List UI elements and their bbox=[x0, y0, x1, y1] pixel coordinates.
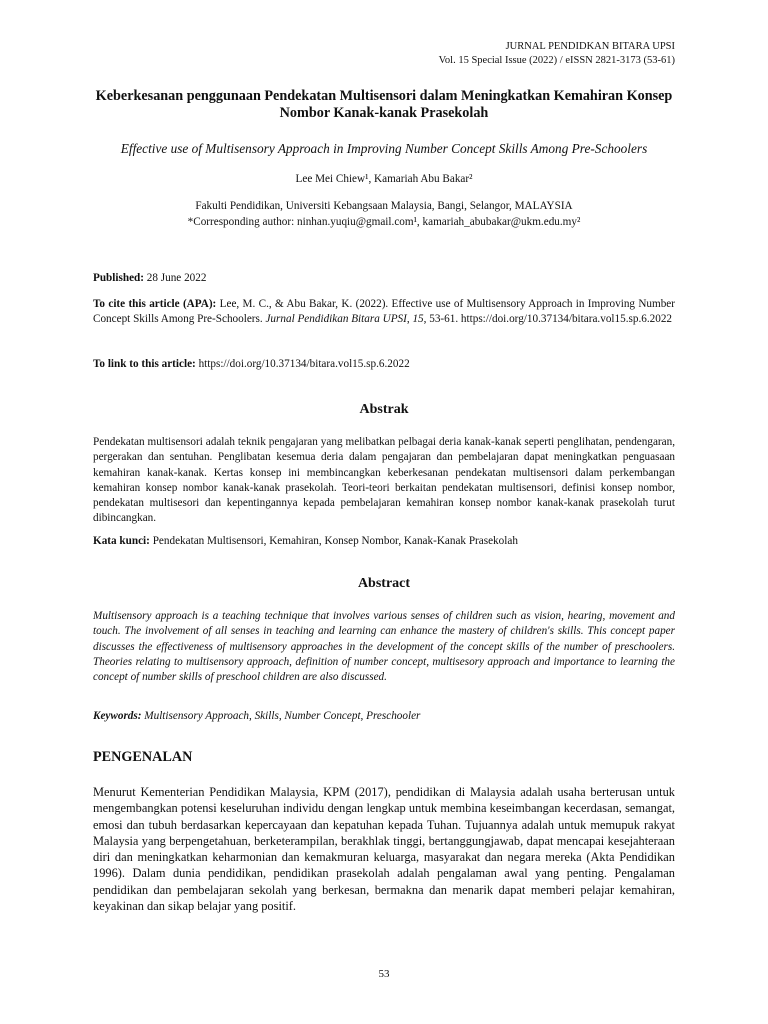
published-label: Published: bbox=[93, 272, 144, 284]
pengenalan-heading: PENGENALAN bbox=[93, 749, 193, 765]
affiliation: Fakulti Pendidikan, Universiti Kebangsaan Malaysia, Bangi, Selangor, MALAYSIA bbox=[195, 200, 573, 212]
abstract-text: Multisensory approach is a teaching technique that involves various senses of children such as vision, hearing, movement and touch. The involvement of all senses in teaching and learning can enhance the mastery of children's skills. This concept paper discusses the effectiveness of multisensory approaches in the development of the concept skills of the number of preschoolers. Theories relating to multisensory approach, definition of number concept, multisesory approach and importance to learning the concept of number skills of preschool children are also discussed. bbox=[93, 610, 675, 684]
citation bbox=[93, 297, 675, 328]
link-label: To link to this article: bbox=[93, 358, 196, 370]
corresponding-author: *Corresponding author: ninhan.yuqiu@gmail.com¹, kamariah_abubakar@ukm.edu.my² bbox=[187, 216, 581, 228]
published-date: 28 June 2022 bbox=[146, 272, 207, 284]
pengenalan-text: Menurut Kementerian Pendidikan Malaysia, KPM (2017), pendidikan di Malaysia adalah usaha berterusan untuk mengembangkan potensi keseluruhan individu dengan lengkap untuk membina keseimbangan kecerdasan, semangat, emosi dan tubuh berdasarkan kepercayaan dan kepatuhan kepada Tuhan. Tujuannya adalah untuk memupuk rakyat Malaysia yang berpengetahuan, berketerampilan, berakhlak tinggi, bertanggungjawab, dapat mencapai kesejahteraan diri dan meningkatkan keharmonian dan kemakmuran keluarga, masyarakat dan negara mereka (Akta Pendidikan 1996). Dalam dunia pendidikan, pendidikan prasekolah adalah pengalaman awal yang penting. Pengalaman pendidikan dan pembelajaran sekolah yang berkesan, bermakna dan menarik dapat memberi pelajar kemahiran, keyakinan dan sikap belajar yang positif. bbox=[93, 785, 675, 914]
cite-text: Lee, M. C., & Abu Bakar, K. (2022). Effective use of Multisensory Approach in Improving Number Concept Skills Among Pre-Schoolers. bbox=[93, 298, 675, 326]
doi-link[interactable]: https://doi.org/10.37134/bitara.vol15.sp.6.2022 bbox=[198, 358, 410, 370]
title-malay: Keberkesanan penggunaan Pendekatan Multisensori dalam Meningkatkan Kemahiran Konsep Nombor Kanak-kanak Prasekolah bbox=[95, 88, 673, 121]
journal-issue: Vol. 15 Special Issue (2022) / eISSN 2821-3173 (53-61) bbox=[438, 55, 675, 66]
cite-pages: , 53-61. https://doi.org/10.37134/bitara.vol15.sp.6.2022 bbox=[423, 313, 673, 326]
keywords-text: Multisensory Approach, Skills, Number Concept, Preschooler bbox=[144, 710, 421, 722]
cite-journal: Jurnal Pendidikan Bitara UPSI bbox=[265, 313, 407, 326]
abstrak-heading: Abstrak bbox=[359, 402, 409, 417]
abstract-heading: Abstract bbox=[357, 576, 411, 591]
abstract-keywords bbox=[93, 709, 675, 724]
journal-name: JURNAL PENDIDKAN BITARA UPSI bbox=[505, 41, 675, 52]
kata-kunci-label: Kata kunci: bbox=[93, 535, 150, 547]
page-number: 53 bbox=[378, 968, 390, 980]
kata-kunci-text: Pendekatan Multisensori, Kemahiran, Konsep Nombor, Kanak-Kanak Prasekolah bbox=[152, 535, 518, 547]
link-line bbox=[93, 357, 675, 372]
abstrak-text: Pendekatan multisensori adalah teknik pengajaran yang melibatkan pelbagai deria kanak-kanak seperti penglihatan, pendengaran, pergerakan dan sentuhan. Penglibatan kesemua deria dalam pengajaran dan pembelajaran dapat meningkatkan penguasaan kemahiran kanak-kanak. Kertas konsep ini membincangkan keberkesanan pendekatan multisensori dalam perkembangan kemahiran konsep nombor kanak-kanak prasekolah. Teori-teori berkaitan pendekatan multisensori, definisi konsep nombor, pendekatan multisesori dan kepentingannya kepada pembelajaran kemahiran konsep nombor kanak-kanak prasekolah turut dibincangkan. bbox=[93, 436, 675, 525]
abstrak-keywords bbox=[93, 534, 675, 549]
title-block bbox=[93, 88, 675, 230]
cite-volume: 15 bbox=[412, 313, 424, 326]
affiliation-block bbox=[93, 198, 675, 230]
published-line bbox=[93, 271, 675, 286]
authors: Lee Mei Chiew¹, Kamariah Abu Bakar² bbox=[295, 173, 473, 185]
cite-sep: , bbox=[406, 313, 410, 326]
journal-header bbox=[439, 40, 675, 68]
cite-label: To cite this article (APA): bbox=[93, 298, 217, 310]
keywords-label: Keywords: bbox=[93, 710, 142, 722]
title-english: Effective use of Multisensory Approach in Improving Number Concept Skills Among Pre-Schoolers bbox=[120, 141, 648, 156]
